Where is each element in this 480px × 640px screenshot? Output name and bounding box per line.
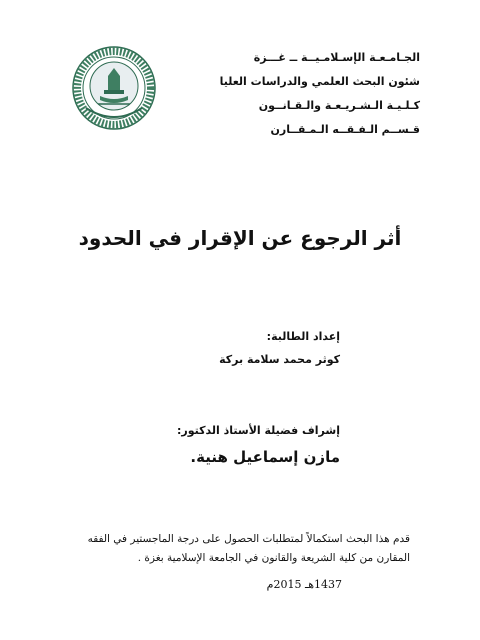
deanship-name: شئون البحث العلمي والدراسات العليا	[219, 75, 420, 88]
thesis-title: أثر الرجوع عن الإقرار في الحدود	[78, 226, 402, 250]
supervisor-label: إشراف فضيلة الأستاذ الدكتور:	[177, 424, 340, 437]
department-name: قـســم الـفـقــه الـمـقــارن	[270, 123, 420, 136]
faculty-name: كـلـيـة الـشـريـعـة والـقـانــون	[258, 99, 420, 112]
supervisor-name: مازن إسماعيل هنية.	[190, 448, 340, 466]
student-name: كوثر محمد سلامة بركة	[219, 353, 340, 366]
student-label: إعداد الطالبة:	[266, 330, 340, 343]
submission-date: 1437هـ 2015م	[266, 578, 342, 591]
university-name: الجـامـعـة الإسـلامـيــة ــ غـــزة	[253, 51, 420, 64]
submission-statement: قدم هذا البحث استكمالاً لمتطلبات الحصول على درجة الماجستير في الفقه المقارن من كلية الشريعة والقانون في الجامعة الإسلامية بغزة .	[87, 533, 410, 564]
institution-header	[200, 46, 420, 142]
university-seal-icon	[72, 46, 156, 130]
